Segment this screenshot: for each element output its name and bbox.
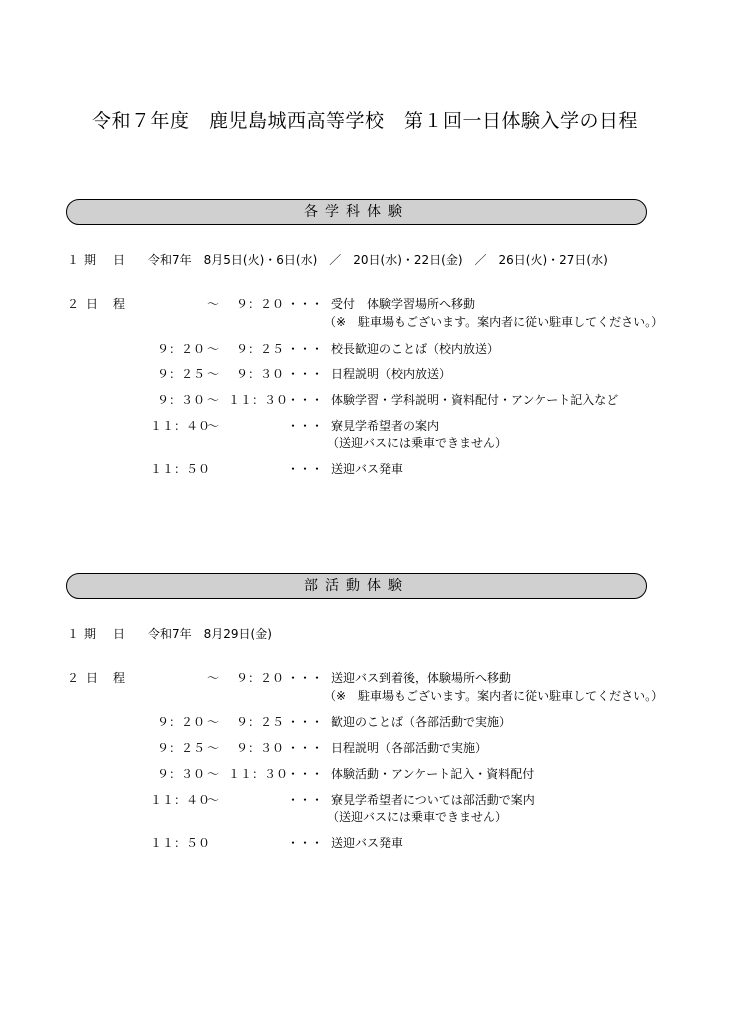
date-value: 令和7年 8月5日(火)・6日(水) ／ 20日(水)・22日(金) ／ 26日(火)・27日(水)	[148, 253, 608, 267]
page-title: 令和７年度 鹿児島城西高等学校 第１回一日体験入学の日程	[91, 110, 638, 132]
section-header: 部活動体験	[66, 573, 647, 599]
date-value: 令和7年 8月29日(金)	[148, 627, 272, 641]
section-header: 各学科体験	[66, 199, 647, 225]
